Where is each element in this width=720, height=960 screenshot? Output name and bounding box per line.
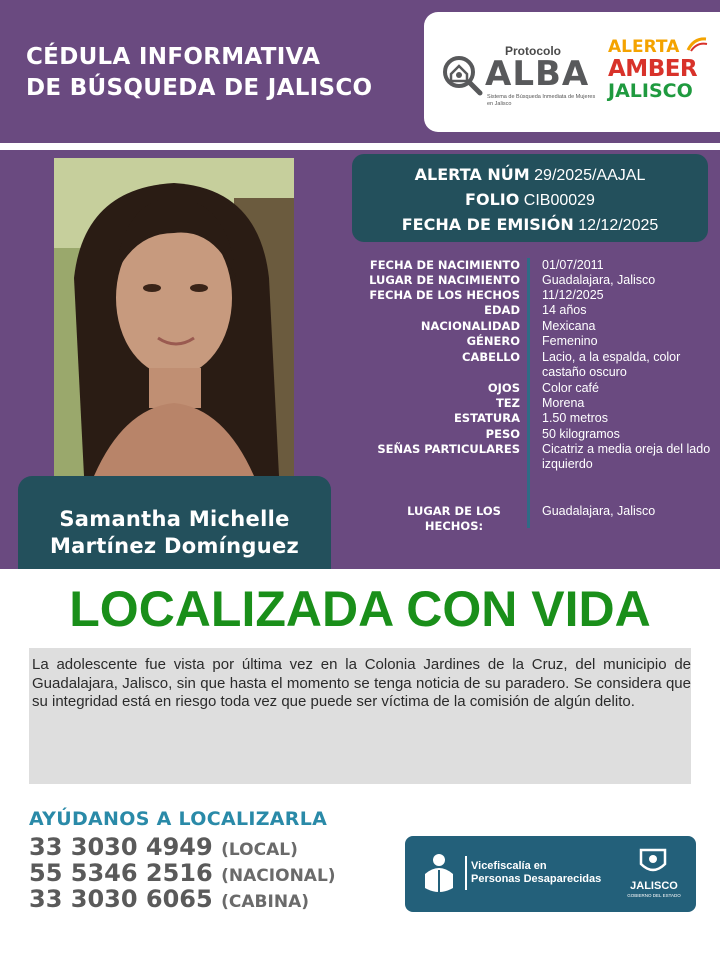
- divider: [0, 143, 720, 150]
- person-last-names: Martínez Domínguez: [49, 534, 300, 558]
- detail-label: ESTATURA: [453, 411, 520, 425]
- vicefiscalia-line1: Vicefiscalía en: [471, 860, 547, 872]
- event-place-label-line1: LUGAR DE LOS: [407, 504, 501, 518]
- detail-value: Femenino: [542, 334, 598, 348]
- detail-label: FECHA DE LOS HECHOS: [369, 288, 520, 302]
- alba-wordmark: ALBA: [485, 54, 590, 94]
- description-text: La adolescente fue vista por última vez en la Colonia Jardines de la Cruz, del municipio de Guadalajara, Jalisco, sin que hasta el momento se tenga noticia de su paradero. Se considera que su integridad está en riesgo toda vez que puede ser víctima de la comisión de algún delito.: [32, 656, 691, 710]
- protocolo-alba-logo: [441, 42, 596, 112]
- amber-line2: AMBER: [608, 56, 698, 82]
- help-title: AYÚDANOS A LOCALIZARLA: [29, 808, 328, 830]
- alba-protocolo-text: Protocolo: [505, 44, 561, 58]
- phone-item[interactable]: [29, 834, 336, 860]
- vicefiscalia-logo-box: [405, 836, 696, 912]
- page-title-line2: DE BÚSQUEDA DE JALISCO: [26, 75, 373, 101]
- folio-value: CIB00029: [523, 192, 595, 209]
- jalisco-text: JALISCO: [630, 880, 678, 892]
- phone-number[interactable]: 55 5346 2516: [29, 859, 213, 887]
- details-divider: [527, 258, 530, 528]
- phone-number[interactable]: 33 3030 4949: [29, 833, 213, 861]
- description-box: [29, 648, 691, 784]
- detail-value: Mexicana: [542, 319, 596, 333]
- detail-value: Guadalajara, Jalisco: [542, 273, 656, 287]
- phone-tag: (NACIONAL): [221, 866, 336, 886]
- folio-label: FOLIO: [465, 190, 520, 209]
- detail-value: 50 kilogramos: [542, 427, 620, 441]
- detail-label: NACIONALIDAD: [420, 319, 520, 333]
- person-name-box: [18, 476, 331, 569]
- status-banner: LOCALIZADA CON VIDA: [0, 569, 720, 645]
- phone-item[interactable]: [29, 860, 336, 886]
- detail-value: Color café: [542, 381, 599, 395]
- detail-label: OJOS: [487, 381, 520, 395]
- detail-value: 01/07/2011: [542, 258, 604, 272]
- detail-value: 14 años: [542, 303, 587, 317]
- jalisco-shield-icon: [635, 846, 671, 876]
- person-first-names: Samantha Michelle: [59, 507, 290, 531]
- event-place-label-line2: HECHOS:: [424, 519, 484, 533]
- detail-value: Lacio, a la espalda, color castaño oscuro: [542, 350, 681, 379]
- amber-line1: ALERTA: [608, 37, 680, 57]
- people-heart-icon: [421, 852, 457, 892]
- person-photo: [54, 158, 294, 476]
- page-title: [26, 42, 372, 104]
- emission-date-value: 12/12/2025: [578, 217, 659, 234]
- detail-label: GÉNERO: [466, 334, 520, 348]
- alerta-amber-logo: [608, 36, 708, 114]
- detail-label: PESO: [485, 427, 520, 441]
- amber-swoosh-icon: [686, 36, 708, 52]
- detail-label: TEZ: [495, 396, 520, 410]
- phone-list: [29, 834, 336, 912]
- detail-value: Morena: [542, 396, 585, 410]
- emission-date-row: [352, 213, 708, 238]
- magnifier-house-icon: [441, 54, 483, 96]
- phone-number[interactable]: 33 3030 6065: [29, 885, 213, 913]
- person-photo-illustration: [54, 158, 294, 476]
- jalisco-subtitle: GOBIERNO DEL ESTADO: [627, 893, 681, 898]
- folio-row: [352, 188, 708, 213]
- logo-separator: [465, 856, 467, 890]
- vicefiscalia-line2: Personas Desaparecidas: [471, 873, 602, 885]
- emission-date-label: FECHA DE EMISIÓN: [401, 215, 574, 234]
- phone-item[interactable]: [29, 886, 336, 912]
- amber-line3: JALISCO: [608, 80, 693, 102]
- detail-label: CABELLO: [462, 350, 520, 364]
- alert-number-value: 29/2025/AAJAL: [534, 167, 646, 184]
- detail-value: Cicatriz a media oreja del lado izquierdo: [542, 442, 711, 471]
- alert-number-label: ALERTA NÚM: [414, 165, 530, 184]
- detail-value: 11/12/2025: [542, 288, 604, 302]
- event-place-label: [384, 504, 524, 534]
- detail-value: 1.50 metros: [542, 411, 609, 425]
- vicefiscalia-text: [471, 860, 601, 886]
- alba-subtitle: Sistema de Búsqueda Inmediata de Mujeres en Jalisco: [487, 94, 596, 107]
- page-title-line1: CÉDULA INFORMATIVA: [26, 44, 321, 70]
- alert-number-row: [352, 163, 708, 188]
- detail-label: EDAD: [484, 303, 520, 317]
- person-name: [18, 506, 331, 560]
- phone-tag: (CABINA): [221, 892, 309, 912]
- phone-tag: (LOCAL): [221, 840, 298, 860]
- detail-label: FECHA DE NACIMIENTO: [369, 258, 520, 272]
- detail-label: LUGAR DE NACIMIENTO: [369, 273, 520, 287]
- alert-info-box: [352, 154, 708, 242]
- detail-label: SEÑAS PARTICULARES: [377, 442, 520, 456]
- event-place-value: Guadalajara, Jalisco: [542, 504, 656, 518]
